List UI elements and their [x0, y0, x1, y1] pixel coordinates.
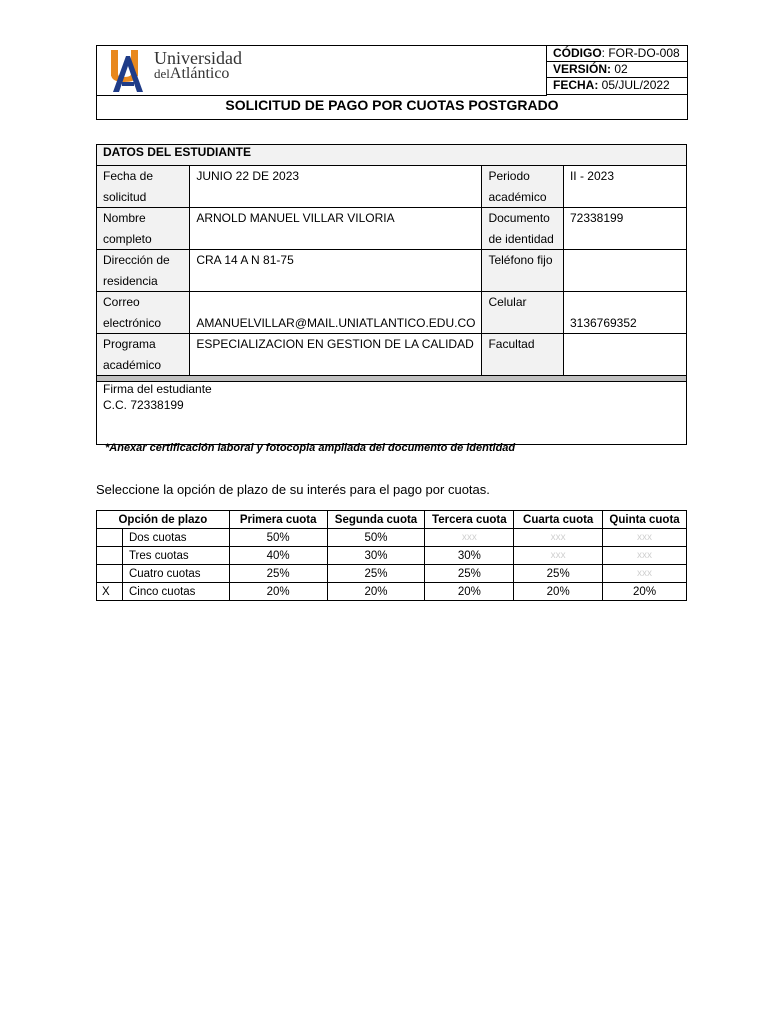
field-value: II - 2023 — [563, 166, 686, 208]
student-section-header — [97, 145, 687, 166]
installment-plans-table — [96, 510, 687, 601]
field-value: ESPECIALIZACION EN GESTION DE LA CALIDAD — [190, 334, 482, 376]
option-label: Tres cuotas — [122, 547, 229, 565]
cell: xxx — [603, 547, 687, 565]
field-value: JUNIO 22 DE 2023 — [190, 166, 482, 208]
signature-label: Firma del estudiante — [103, 382, 212, 396]
column-header: Quinta cuota — [603, 511, 687, 529]
column-header: Tercera cuota — [425, 511, 514, 529]
column-header: Primera cuota — [229, 511, 327, 529]
student-data-table — [96, 144, 687, 445]
option-mark-cell[interactable] — [97, 565, 123, 583]
field-label: Programa académico — [97, 334, 190, 376]
cell: 20% — [603, 583, 687, 601]
cell: 50% — [229, 529, 327, 547]
cell: 50% — [327, 529, 425, 547]
option-label: Cuatro cuotas — [122, 565, 229, 583]
option-mark-cell[interactable] — [97, 529, 123, 547]
cell: 20% — [514, 583, 603, 601]
field-label: Nombre completo — [97, 208, 190, 250]
cell: 25% — [229, 565, 327, 583]
field-value: AMANUELVILLAR@MAIL.UNIATLANTICO.EDU.CO — [190, 292, 482, 334]
field-label: Facultad — [482, 334, 564, 376]
option-label: Cinco cuotas — [122, 583, 229, 601]
university-logo-text — [154, 48, 242, 82]
field-value — [563, 250, 686, 292]
field-label: Dirección de residencia — [97, 250, 190, 292]
field-label: Correo electrónico — [97, 292, 190, 334]
table-row — [97, 583, 687, 601]
field-value: 3136769352 — [563, 292, 686, 334]
table-row — [97, 334, 687, 376]
field-value: CRA 14 A N 81-75 — [190, 250, 482, 292]
signature-row — [97, 382, 687, 445]
cell: 30% — [327, 547, 425, 565]
cell: 25% — [514, 565, 603, 583]
option-mark-cell[interactable] — [97, 547, 123, 565]
logo-line1: Universidad — [154, 48, 242, 68]
document-header — [96, 45, 688, 120]
cell: xxx — [514, 529, 603, 547]
cell: 40% — [229, 547, 327, 565]
cell: 30% — [425, 547, 514, 565]
page-title: SOLICITUD DE PAGO POR CUOTAS POSTGRADO — [225, 97, 559, 113]
cell: xxx — [603, 565, 687, 583]
table-row — [97, 529, 687, 547]
table-header-row — [97, 511, 687, 529]
university-logo-icon — [109, 48, 151, 92]
field-value — [563, 334, 686, 376]
cell: xxx — [603, 529, 687, 547]
table-row — [97, 547, 687, 565]
cell: 20% — [327, 583, 425, 601]
field-value: 72338199 — [563, 208, 686, 250]
table-row — [97, 166, 687, 208]
table-row — [97, 250, 687, 292]
section-title: DATOS DEL ESTUDIANTE — [97, 145, 687, 166]
version-row: VERSIÓN: 02 — [547, 62, 687, 78]
option-mark-cell[interactable]: X — [97, 583, 123, 601]
option-label: Dos cuotas — [122, 529, 229, 547]
attachment-note: *Anexar certificación laboral y fotocopia ampliada del documento de identidad — [105, 442, 516, 454]
cell: 25% — [425, 565, 514, 583]
field-label: Teléfono fijo — [482, 250, 564, 292]
table-row — [97, 565, 687, 583]
cell: xxx — [514, 547, 603, 565]
column-header: Segunda cuota — [327, 511, 425, 529]
field-label: Fecha de solicitud — [97, 166, 190, 208]
signature-cell — [97, 382, 687, 445]
fecha-row: FECHA: 05/JUL/2022 — [547, 78, 687, 95]
cell: 25% — [327, 565, 425, 583]
cell: xxx — [425, 529, 514, 547]
cell: 20% — [425, 583, 514, 601]
column-header: Cuarta cuota — [514, 511, 603, 529]
codigo-row: CÓDIGO: FOR-DO-008 — [547, 46, 687, 62]
signature-id: C.C. 72338199 — [103, 398, 184, 412]
field-value: ARNOLD MANUEL VILLAR VILORIA — [190, 208, 482, 250]
field-label: Celular — [482, 292, 564, 334]
field-label: Periodo académico — [482, 166, 564, 208]
column-header: Opción de plazo — [97, 511, 230, 529]
logo-cell — [97, 46, 547, 96]
table-row — [97, 292, 687, 334]
field-label: Documento de identidad — [482, 208, 564, 250]
table-row — [97, 208, 687, 250]
instruction-text: Seleccione la opción de plazo de su interés para el pago por cuotas. — [96, 482, 490, 497]
logo-line2: delAtlántico — [154, 65, 230, 82]
cell: 20% — [229, 583, 327, 601]
